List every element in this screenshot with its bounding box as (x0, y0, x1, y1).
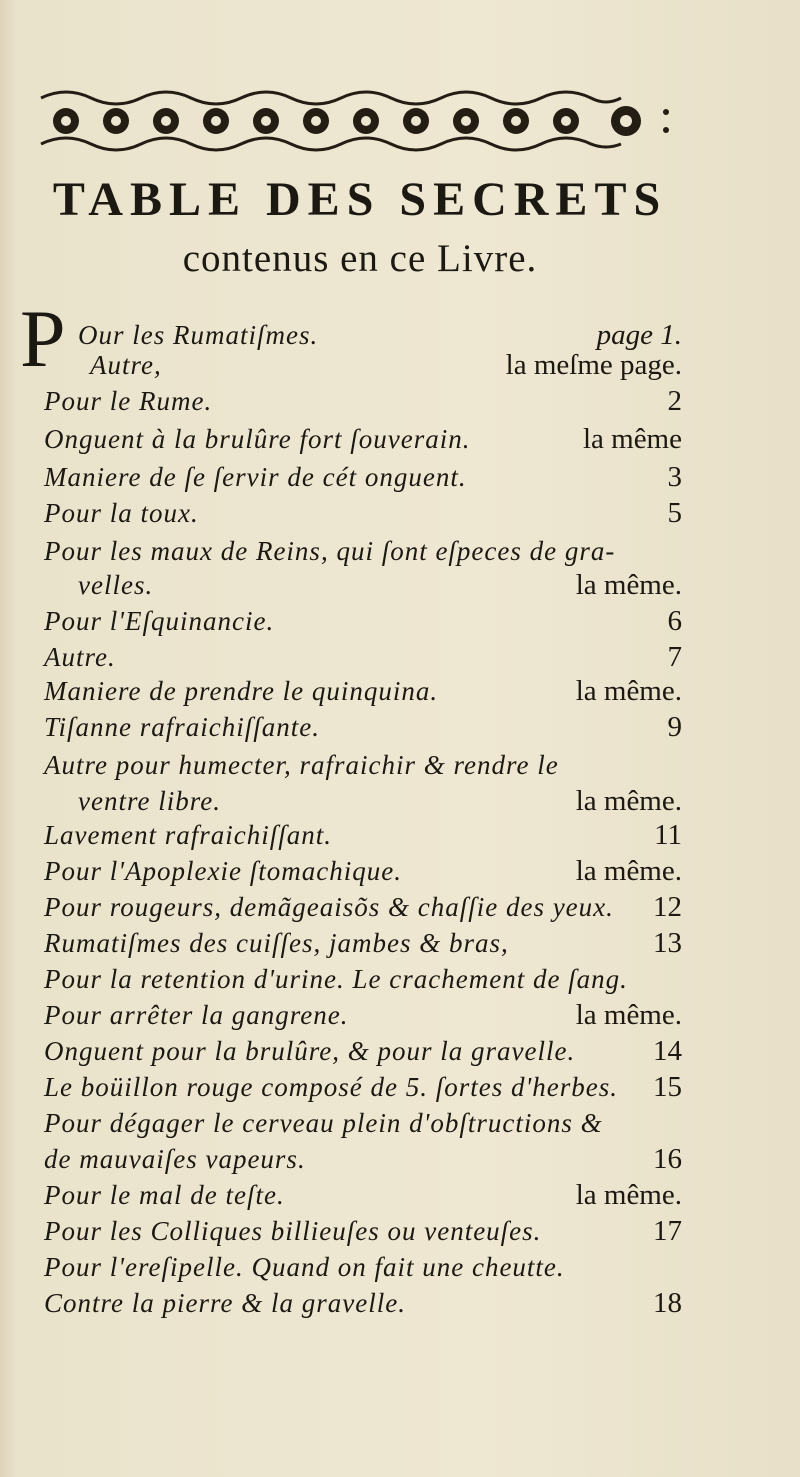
toc-line (0, 422, 800, 456)
toc-line (0, 1178, 800, 1212)
toc-line (0, 1250, 800, 1284)
toc-line (0, 998, 800, 1032)
toc-page-ref: 6 (667, 605, 682, 637)
toc-page-ref: la même. (575, 569, 682, 601)
toc-page-ref: la même. (575, 675, 682, 707)
toc-entry: Pour le Rume. (44, 386, 213, 416)
toc-page-ref: 3 (667, 461, 682, 493)
toc-line (0, 674, 800, 708)
toc-entry: Pour la toux. (44, 498, 199, 528)
toc-entry: Autre pour humecter, rafraichir & rendre le (44, 750, 559, 780)
toc-line (0, 748, 800, 782)
toc-line (0, 460, 800, 494)
toc-page-ref: la même. (575, 1179, 682, 1211)
toc-page-ref: la même (582, 423, 682, 455)
toc-entry: Onguent à la brulûre fort ſouverain. (44, 424, 471, 454)
toc-page-ref: 15 (653, 1071, 682, 1103)
toc-line (0, 1106, 800, 1140)
toc-line (0, 1142, 800, 1176)
toc-line (0, 818, 800, 852)
toc-line (0, 926, 800, 960)
toc-entry: Onguent pour la brulûre, & pour la gravelle. (44, 1036, 576, 1066)
toc-entry: Pour dégager le cerveau plein d'obſtructions & (44, 1108, 603, 1138)
toc-line (0, 1034, 800, 1068)
decorative-ornament-band (36, 86, 676, 156)
toc-page-ref: la même. (575, 855, 682, 887)
toc-entry: de mauvaiſes vapeurs. (44, 1144, 306, 1174)
toc-page-ref: 16 (653, 1143, 682, 1175)
toc-entry: Pour arrêter la gangrene. (44, 1000, 349, 1030)
toc-page-ref: 18 (653, 1287, 682, 1319)
toc-entry: Tiſanne rafraichiſſante. (44, 712, 321, 742)
toc-line (0, 534, 800, 568)
toc-page-ref: 17 (653, 1215, 682, 1247)
toc-entry: Le boüillon rouge composé de 5. ſortes d'herbes. (44, 1072, 618, 1102)
toc-line (0, 604, 800, 638)
toc-line (0, 710, 800, 744)
toc-line (0, 962, 800, 996)
toc-page-ref: 14 (653, 1035, 682, 1067)
toc-page-ref: la meſme page. (505, 349, 682, 381)
toc-line (0, 854, 800, 888)
toc-entry: Pour le mal de teſte. (44, 1180, 285, 1210)
toc-entry: Maniere de ſe ſervir de cét onguent. (44, 462, 467, 492)
toc-entry: Pour l'Apoplexie ſtomachique. (44, 856, 402, 886)
toc-page-ref: la même. (575, 785, 682, 817)
toc-entry: Our les Rumatiſmes. (78, 320, 319, 350)
toc-line (0, 348, 800, 382)
toc-page-ref: 7 (667, 641, 682, 673)
toc-entry: Pour la retention d'urine. Le crachement de ſang. (44, 964, 628, 994)
toc-line (0, 496, 800, 530)
page-subtitle: contenus en ce Livre. (182, 237, 538, 280)
toc-page-ref: 11 (654, 819, 682, 851)
toc-page-ref: page 1. (596, 319, 682, 351)
toc-line (0, 890, 800, 924)
toc-entry: Rumatiſmes des cuiſſes, jambes & bras, (44, 928, 509, 958)
toc-page-ref: 5 (667, 497, 682, 529)
toc-page-ref: 12 (653, 891, 682, 923)
toc-entry: Pour l'ereſipelle. Quand on fait une cheutte. (44, 1252, 565, 1282)
toc-entry: Maniere de prendre le quinquina. (44, 676, 439, 706)
toc-line (0, 1286, 800, 1320)
toc-entry: Autre, (90, 350, 162, 380)
toc-line (0, 1070, 800, 1104)
toc-line (0, 640, 800, 674)
toc-entry: Pour les Colliques billieuſes ou venteuſes. (44, 1216, 542, 1246)
toc-entry: Pour les maux de Reins, qui ſont eſpeces de gra- (44, 536, 616, 566)
toc-entry: velles. (78, 570, 154, 600)
toc-page-ref: 2 (667, 385, 682, 417)
toc-entry: ventre libre. (78, 786, 221, 816)
page-title: TABLE DES SECRETS (52, 173, 668, 226)
toc-entry: Pour l'Eſquinancie. (44, 606, 275, 636)
toc-line (0, 318, 800, 352)
toc-entry: Lavement rafraichiſſant. (44, 820, 332, 850)
toc-entry: Pour rougeurs, demãgeaisõs & chaſſie des yeux. (44, 892, 614, 922)
toc-line (0, 1214, 800, 1248)
toc-page-ref: 9 (667, 711, 682, 743)
drop-cap: P (20, 293, 66, 384)
toc-line (0, 384, 800, 418)
toc-entry: Autre. (44, 642, 116, 672)
toc-entry: Contre la pierre & la gravelle. (44, 1288, 406, 1318)
toc-line (0, 568, 800, 602)
toc-page-ref: la même. (575, 999, 682, 1031)
toc-line (0, 784, 800, 818)
toc-page-ref: 13 (653, 927, 682, 959)
